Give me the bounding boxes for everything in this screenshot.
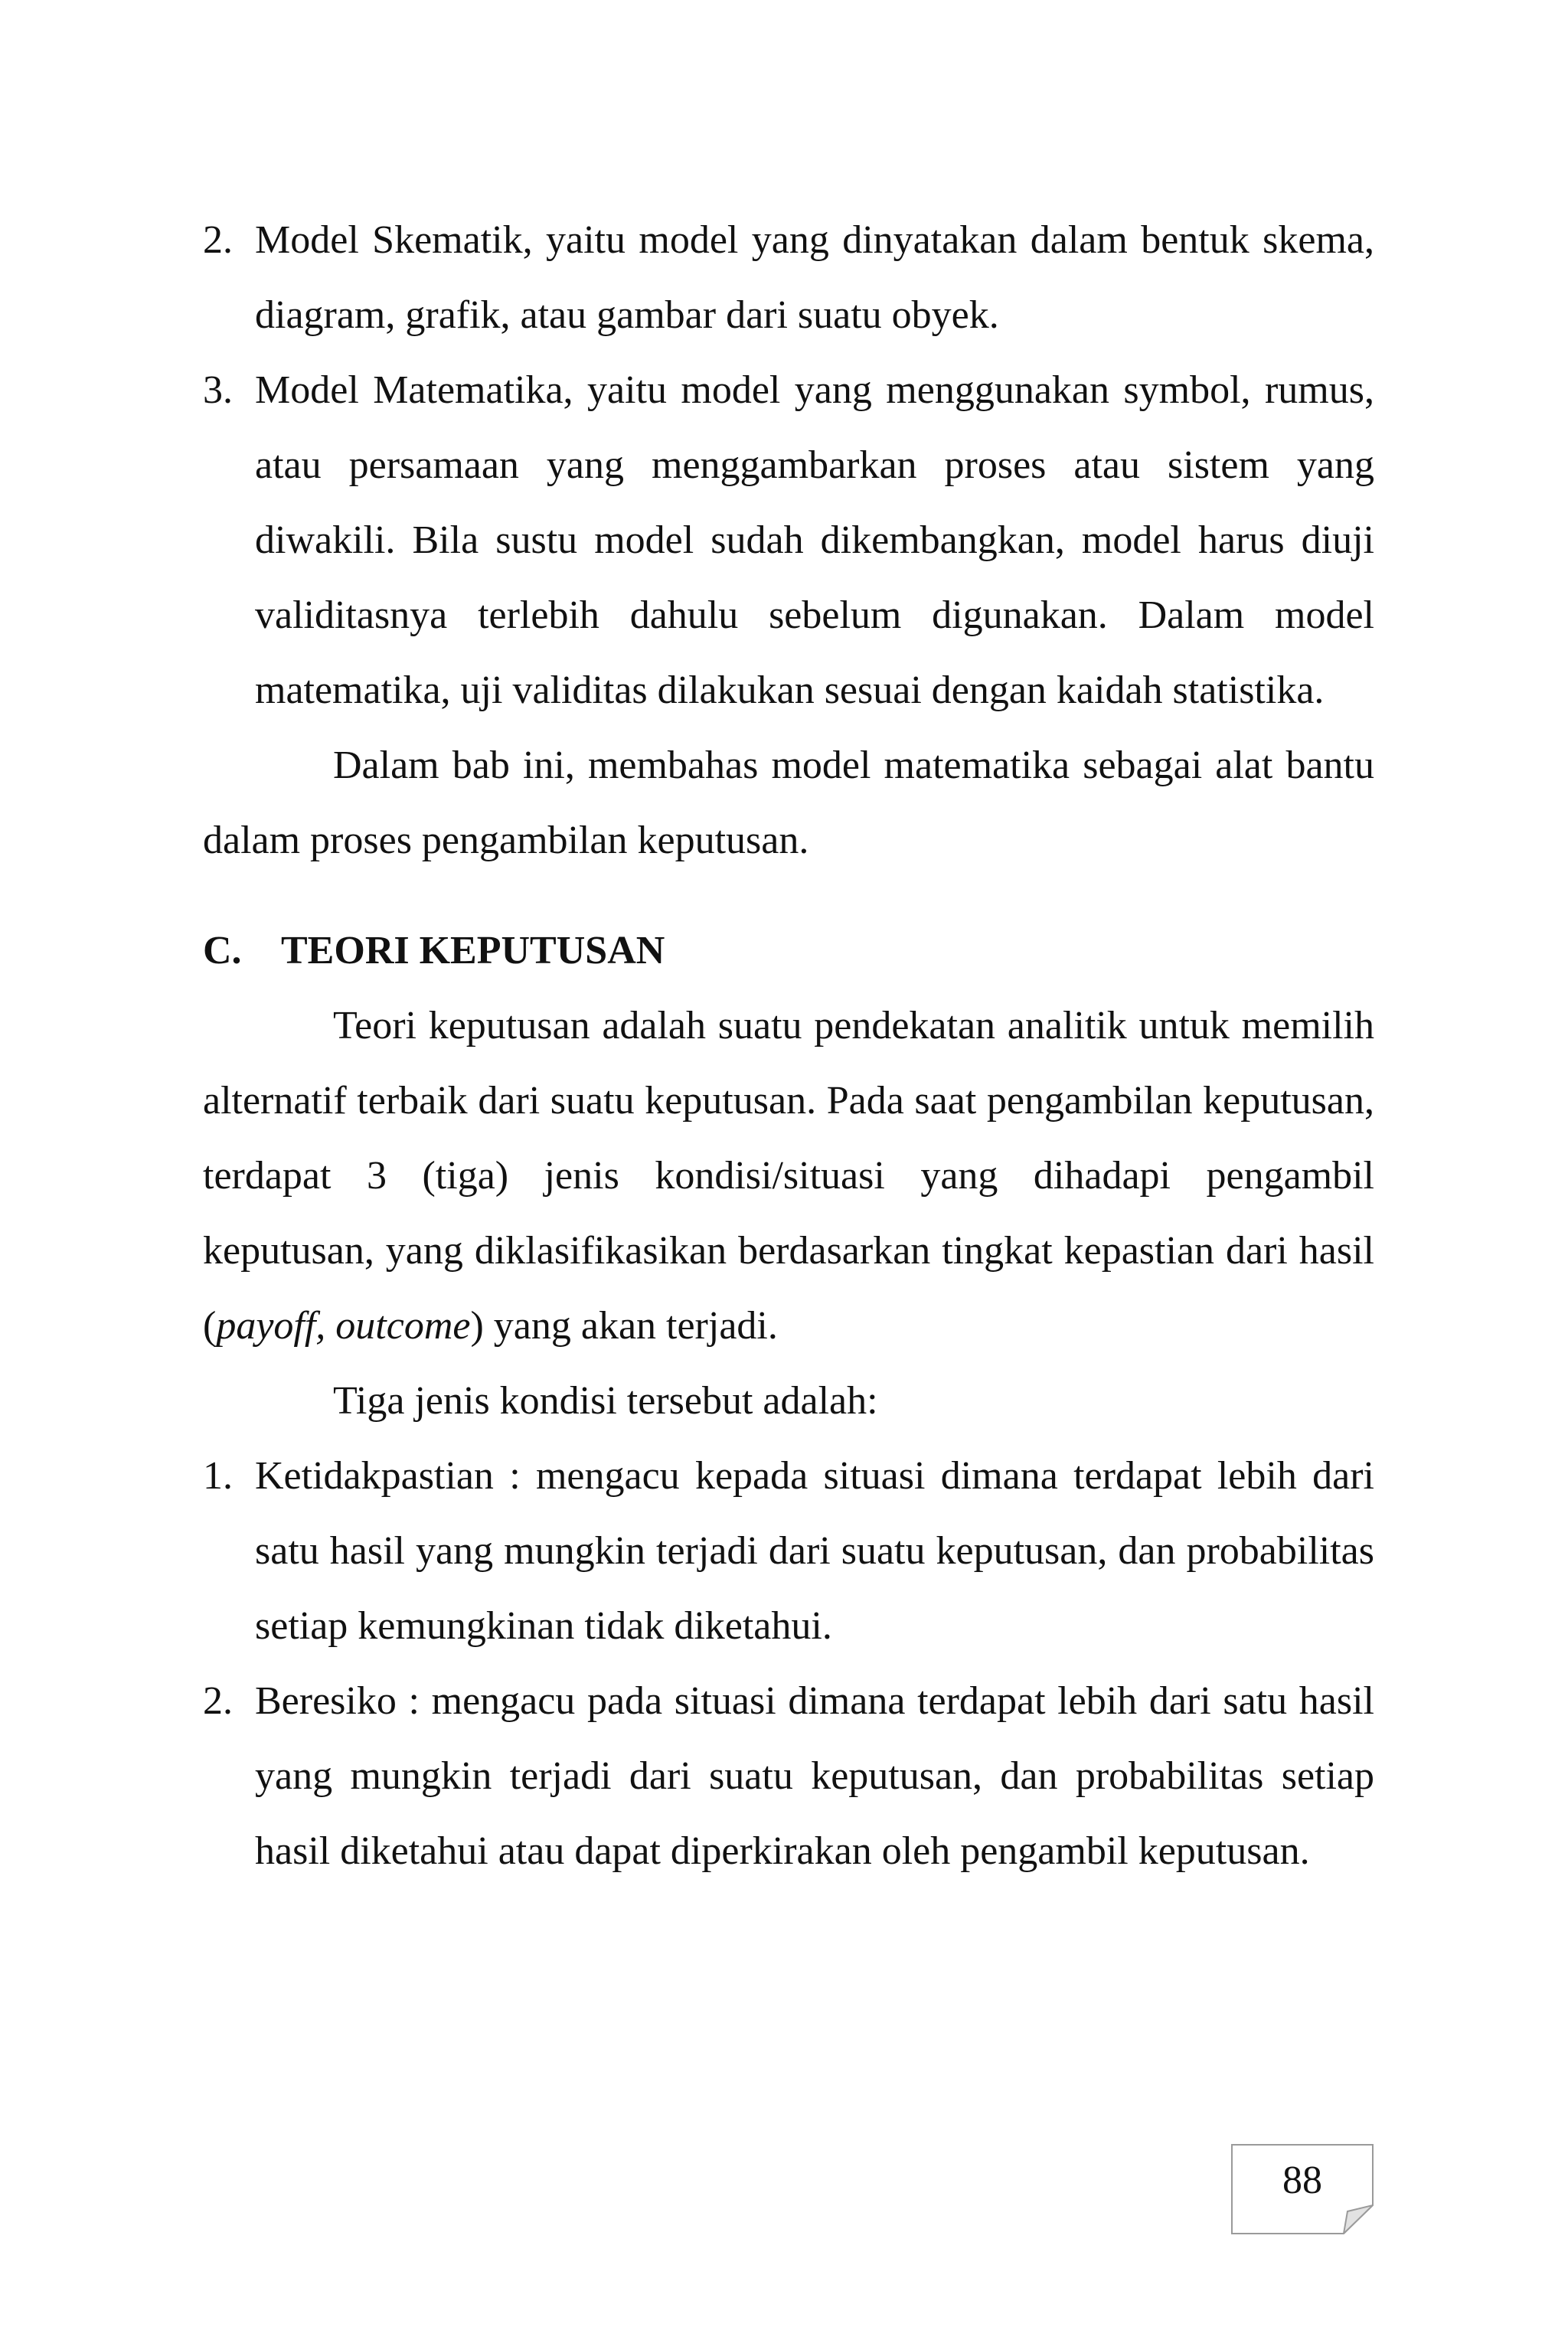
paragraph-text: Teori keputusan adalah suatu pendekatan analitik untuk memilih alternatif terbaik dari suatu keputusan. Pada saat pengambilan keputusan, terdapat 3 (tiga) jenis kondisi/situasi yang dihadapi pengambil keputusan, yang diklasifikasikan berdasarkan tingkat kepastian dari hasil ( xyxy=(203,1004,1374,1348)
page-number-box xyxy=(1231,2144,1374,2234)
page-content xyxy=(203,203,1374,1889)
italic-term: payoff, outcome xyxy=(216,1304,471,1348)
page-number: 88 xyxy=(1282,2159,1322,2202)
list-item xyxy=(203,1664,1374,1889)
list-item-number: 1. xyxy=(203,1454,233,1498)
list-item-text: Beresiko : mengacu pada situasi dimana terdapat lebih dari satu hasil yang mungkin terjadi dari suatu keputusan, dan probabilitas setiap hasil diketahui atau dapat diperkirakan oleh pengambil keputusan. xyxy=(255,1679,1374,1873)
list-item xyxy=(203,353,1374,728)
list-item-text: Model Matematika, yaitu model yang menggunakan symbol, rumus, atau persamaan yang menggambarkan proses atau sistem yang diwakili. Bila sustu model sudah dikembangkan, model harus diuji validitasnya terlebih dahulu sebelum digunakan. Dalam model matematika, uji validitas dilakukan sesuai dengan kaidah statistika. xyxy=(255,368,1374,712)
list-item-number: 2. xyxy=(203,218,233,262)
section-number: C. xyxy=(203,929,242,972)
paragraph: Tiga jenis kondisi tersebut adalah: xyxy=(333,1379,878,1423)
section-heading xyxy=(203,913,1374,989)
list-item xyxy=(203,1439,1374,1664)
list-item-number: 3. xyxy=(203,368,233,412)
paragraph-text: ) yang akan terjadi. xyxy=(470,1304,778,1348)
list-item xyxy=(203,203,1374,353)
section-title: TEORI KEPUTUSAN xyxy=(281,929,665,972)
list-item-number: 2. xyxy=(203,1679,233,1723)
list-item-text: Ketidakpastian : mengacu kepada situasi dimana terdapat lebih dari satu hasil yang mungkin terjadi dari suatu keputusan, dan probabilitas setiap kemungkinan tidak diketahui. xyxy=(255,1454,1374,1648)
paragraph xyxy=(203,989,1374,1364)
list-item-text: Model Skematik, yaitu model yang dinyatakan dalam bentuk skema, diagram, grafik, atau gambar dari suatu obyek. xyxy=(255,218,1374,337)
paragraph: Dalam bab ini, membahas model matematika sebagai alat bantu dalam proses pengambilan keputusan. xyxy=(203,744,1374,862)
